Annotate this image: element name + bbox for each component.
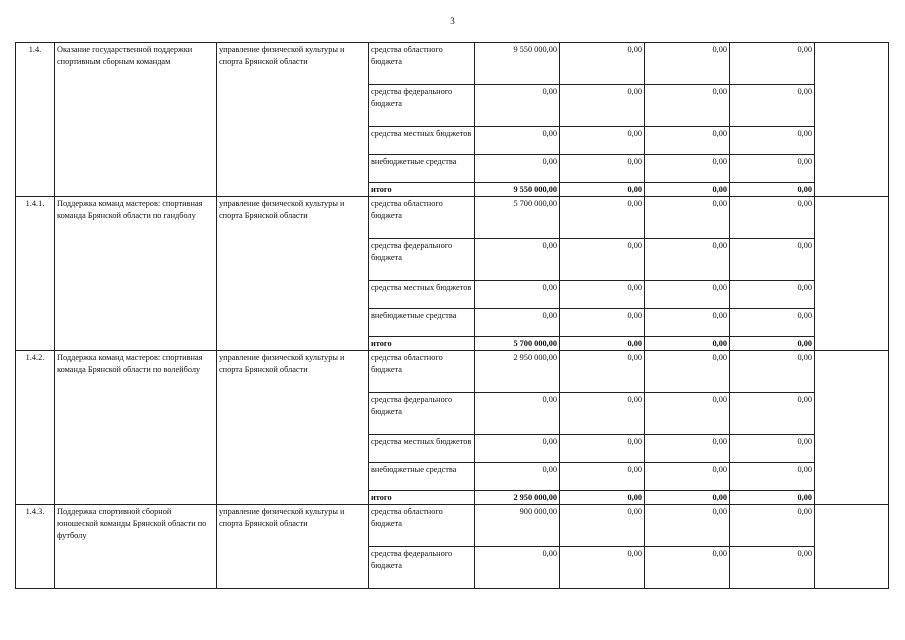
value-cell: 0,00 xyxy=(560,155,645,183)
value-cell: 0,00 xyxy=(645,127,730,155)
value-cell: 9 550 000,00 xyxy=(475,43,560,85)
value-cell: 0,00 xyxy=(560,85,645,127)
table-row xyxy=(16,505,889,547)
value-cell: 0,00 xyxy=(730,505,815,547)
source-label: средства федерального бюджета xyxy=(369,239,475,281)
page-number: 3 xyxy=(450,16,455,26)
value-cell: 0,00 xyxy=(645,309,730,337)
value-cell: 0,00 xyxy=(730,309,815,337)
total-label: итого xyxy=(369,183,475,197)
value-cell: 0,00 xyxy=(475,309,560,337)
value-cell: 0,00 xyxy=(475,155,560,183)
total-label: итого xyxy=(369,337,475,351)
value-cell: 5 700 000,00 xyxy=(475,197,560,239)
total-value: 2 950 000,00 xyxy=(475,491,560,505)
total-value: 0,00 xyxy=(560,491,645,505)
row-executor: управление физической культуры и спорта Брянской области xyxy=(217,43,369,197)
source-label: средства местных бюджетов xyxy=(369,281,475,309)
value-cell: 0,00 xyxy=(560,197,645,239)
value-cell: 0,00 xyxy=(475,435,560,463)
value-cell: 0,00 xyxy=(730,463,815,491)
source-label: средства областного бюджета xyxy=(369,351,475,393)
value-cell: 0,00 xyxy=(645,197,730,239)
source-label: средства федерального бюджета xyxy=(369,393,475,435)
source-label: средства федерального бюджета xyxy=(369,547,475,589)
row-executor: управление физической культуры и спорта Брянской области xyxy=(217,351,369,505)
value-cell: 0,00 xyxy=(730,155,815,183)
total-label: итого xyxy=(369,491,475,505)
value-cell: 0,00 xyxy=(475,393,560,435)
value-cell: 0,00 xyxy=(730,393,815,435)
value-cell: 0,00 xyxy=(730,239,815,281)
empty-cell xyxy=(815,505,889,589)
value-cell: 0,00 xyxy=(560,281,645,309)
source-label: средства федерального бюджета xyxy=(369,85,475,127)
value-cell: 0,00 xyxy=(560,309,645,337)
row-name: Поддержка спортивной сборной юношеской команды Брянской области по футболу xyxy=(55,505,217,589)
table-row xyxy=(16,43,889,85)
value-cell: 0,00 xyxy=(475,85,560,127)
row-executor: управление физической культуры и спорта Брянской области xyxy=(217,197,369,351)
empty-cell xyxy=(815,351,889,505)
value-cell: 0,00 xyxy=(475,127,560,155)
value-cell: 0,00 xyxy=(560,505,645,547)
value-cell: 0,00 xyxy=(730,435,815,463)
value-cell: 0,00 xyxy=(560,393,645,435)
table-row xyxy=(16,351,889,393)
empty-cell xyxy=(815,43,889,197)
value-cell: 0,00 xyxy=(645,547,730,589)
source-label: средства областного бюджета xyxy=(369,197,475,239)
source-label: средства областного бюджета xyxy=(369,505,475,547)
value-cell: 0,00 xyxy=(730,351,815,393)
value-cell: 0,00 xyxy=(730,127,815,155)
value-cell: 0,00 xyxy=(730,43,815,85)
empty-cell xyxy=(815,197,889,351)
total-value: 0,00 xyxy=(560,337,645,351)
row-name: Оказание государственной поддержки спортивным сборным командам xyxy=(55,43,217,197)
budget-table xyxy=(15,42,889,589)
value-cell: 0,00 xyxy=(645,463,730,491)
value-cell: 0,00 xyxy=(475,463,560,491)
source-label: внебюджетные средства xyxy=(369,309,475,337)
value-cell: 0,00 xyxy=(730,85,815,127)
total-value: 0,00 xyxy=(730,491,815,505)
total-value: 0,00 xyxy=(645,491,730,505)
value-cell: 0,00 xyxy=(560,127,645,155)
value-cell: 0,00 xyxy=(645,85,730,127)
value-cell: 0,00 xyxy=(560,351,645,393)
table-row xyxy=(16,197,889,239)
total-value: 0,00 xyxy=(730,337,815,351)
value-cell: 0,00 xyxy=(560,463,645,491)
value-cell: 0,00 xyxy=(730,197,815,239)
value-cell: 2 950 000,00 xyxy=(475,351,560,393)
value-cell: 0,00 xyxy=(475,239,560,281)
row-executor: управление физической культуры и спорта Брянской области xyxy=(217,505,369,589)
row-code: 1.4. xyxy=(16,43,55,197)
source-label: внебюджетные средства xyxy=(369,155,475,183)
source-label: средства областного бюджета xyxy=(369,43,475,85)
total-value: 0,00 xyxy=(730,183,815,197)
value-cell: 0,00 xyxy=(645,435,730,463)
value-cell: 0,00 xyxy=(560,43,645,85)
value-cell: 900 000,00 xyxy=(475,505,560,547)
value-cell: 0,00 xyxy=(645,281,730,309)
value-cell: 0,00 xyxy=(645,351,730,393)
value-cell: 0,00 xyxy=(560,547,645,589)
value-cell: 0,00 xyxy=(560,435,645,463)
total-value: 5 700 000,00 xyxy=(475,337,560,351)
row-name: Поддержка команд мастеров: спортивная команда Брянской области по гандболу xyxy=(55,197,217,351)
row-name: Поддержка команд мастеров: спортивная команда Брянской области по волейболу xyxy=(55,351,217,505)
source-label: средства местных бюджетов xyxy=(369,127,475,155)
source-label: внебюджетные средства xyxy=(369,463,475,491)
total-value: 0,00 xyxy=(645,337,730,351)
value-cell: 0,00 xyxy=(475,281,560,309)
value-cell: 0,00 xyxy=(645,505,730,547)
row-code: 1.4.1. xyxy=(16,197,55,351)
source-label: средства местных бюджетов xyxy=(369,435,475,463)
value-cell: 0,00 xyxy=(645,155,730,183)
value-cell: 0,00 xyxy=(645,393,730,435)
value-cell: 0,00 xyxy=(560,239,645,281)
value-cell: 0,00 xyxy=(730,547,815,589)
total-value: 9 550 000,00 xyxy=(475,183,560,197)
total-value: 0,00 xyxy=(645,183,730,197)
row-code: 1.4.2. xyxy=(16,351,55,505)
value-cell: 0,00 xyxy=(730,281,815,309)
value-cell: 0,00 xyxy=(645,43,730,85)
row-code: 1.4.3. xyxy=(16,505,55,589)
total-value: 0,00 xyxy=(560,183,645,197)
value-cell: 0,00 xyxy=(475,547,560,589)
value-cell: 0,00 xyxy=(645,239,730,281)
